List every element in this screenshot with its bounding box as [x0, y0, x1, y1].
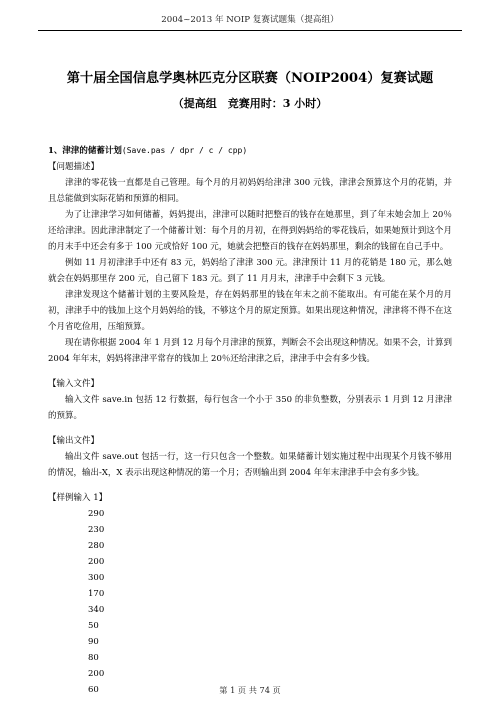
description-paragraph: 现在请你根据 2004 年 1 月到 12 月每个月津津的预算，判断会不会出现这种情况。如果不会，计算到 2004 年年末，妈妈将津津平常存的钱加上 20％还给津津之后，津津手中会有多少钱。: [48, 338, 452, 364]
problem-heading: [48, 143, 452, 159]
sample-value: 170: [88, 589, 105, 599]
section-gap: [48, 367, 452, 376]
page-title: 第十届全国信息学奥林匹克分区联赛（NOIP2004）复赛试题: [66, 71, 434, 86]
sample-value: 230: [88, 525, 105, 535]
description-paragraph: 津津的零花钱一直都是自己管理。每个月的月初妈妈给津津 300 元钱，津津会预算这个月的花销，并且总能做到实际花销和预算的相同。: [48, 178, 452, 204]
sample-value: 340: [88, 605, 105, 615]
output-label: 【输出文件】: [48, 436, 100, 446]
description-paragraph: 津津发现这个储蓄计划的主要风险是，存在妈妈那里的钱在年末之前不能取出。有可能在某个月的月初，津津手中的钱加上这个月妈妈给的钱，不够这个月的原定预算。如果出现这种情况，津津将不得不在这个月省吃俭用，压缩预算。: [48, 290, 452, 332]
output-description: 输出文件 save.out 包括一行，这一行只包含一个整数。如果储蓄计划实施过程中出现某个月钱不够用的情况，输出-X，X 表示出现这种情况的第一个月；否则输出到 2004 年年末津津手中会有多少钱。: [48, 452, 452, 478]
sample-value: 200: [88, 557, 105, 567]
problem-filename: (Save.pas / dpr / c / cpp): [121, 146, 248, 155]
page-subtitle: （提高组 竞赛用时：3 小时）: [172, 97, 328, 110]
header-rule: [38, 30, 462, 31]
description-label: 【问题描述】: [48, 162, 100, 172]
sample-value: 290: [88, 509, 105, 519]
section-gap: [48, 481, 452, 490]
page-footer: 第 1 页 共 74 页: [219, 685, 281, 695]
input-label: 【输入文件】: [48, 379, 100, 389]
sample-value: 280: [88, 541, 105, 551]
sample-value: 50: [88, 621, 99, 631]
sample-value: 200: [88, 669, 105, 679]
problem-heading-text: 1、津津的储蓄计划: [48, 146, 122, 156]
running-header: 2004~2013 年 NOIP 复赛试题集（提高组）: [161, 15, 339, 25]
sample-input-label: 【样例输入 1】: [48, 493, 108, 503]
sample-value: 80: [88, 653, 99, 663]
problem-content: [48, 143, 452, 698]
input-description: 输入文件 save.in 包括 12 行数据，每行包含一个小于 350 的非负整数，分别表示 1 月到 12 月津津的预算。: [48, 395, 452, 421]
sample-value: 90: [88, 637, 99, 647]
description-paragraph: 例如 11 月初津津手中还有 83 元，妈妈给了津津 300 元。津津预计 11 月的花销是 180 元，那么她就会在妈妈那里存 200 元，自己留下 183 元。到了 11 月月末，津津手中会剩下 3 元钱。: [48, 258, 452, 284]
description-paragraph: 为了让津津学习如何储蓄，妈妈提出，津津可以随时把整百的钱存在她那里，到了年末她会加上 20％还给津津。因此津津制定了一个储蓄计划：每个月的月初，在得到妈妈给的零花钱后，如果她预计到这个月的月末手中还会有多于 100 元或恰好 100 元，她就会把整百的钱存在妈妈那里，剩余的钱留在自己手中。: [48, 210, 452, 252]
section-gap: [48, 424, 452, 433]
sample-value: 300: [88, 573, 105, 583]
sample-input-list: [48, 506, 452, 698]
sample-value: 60: [88, 685, 99, 695]
